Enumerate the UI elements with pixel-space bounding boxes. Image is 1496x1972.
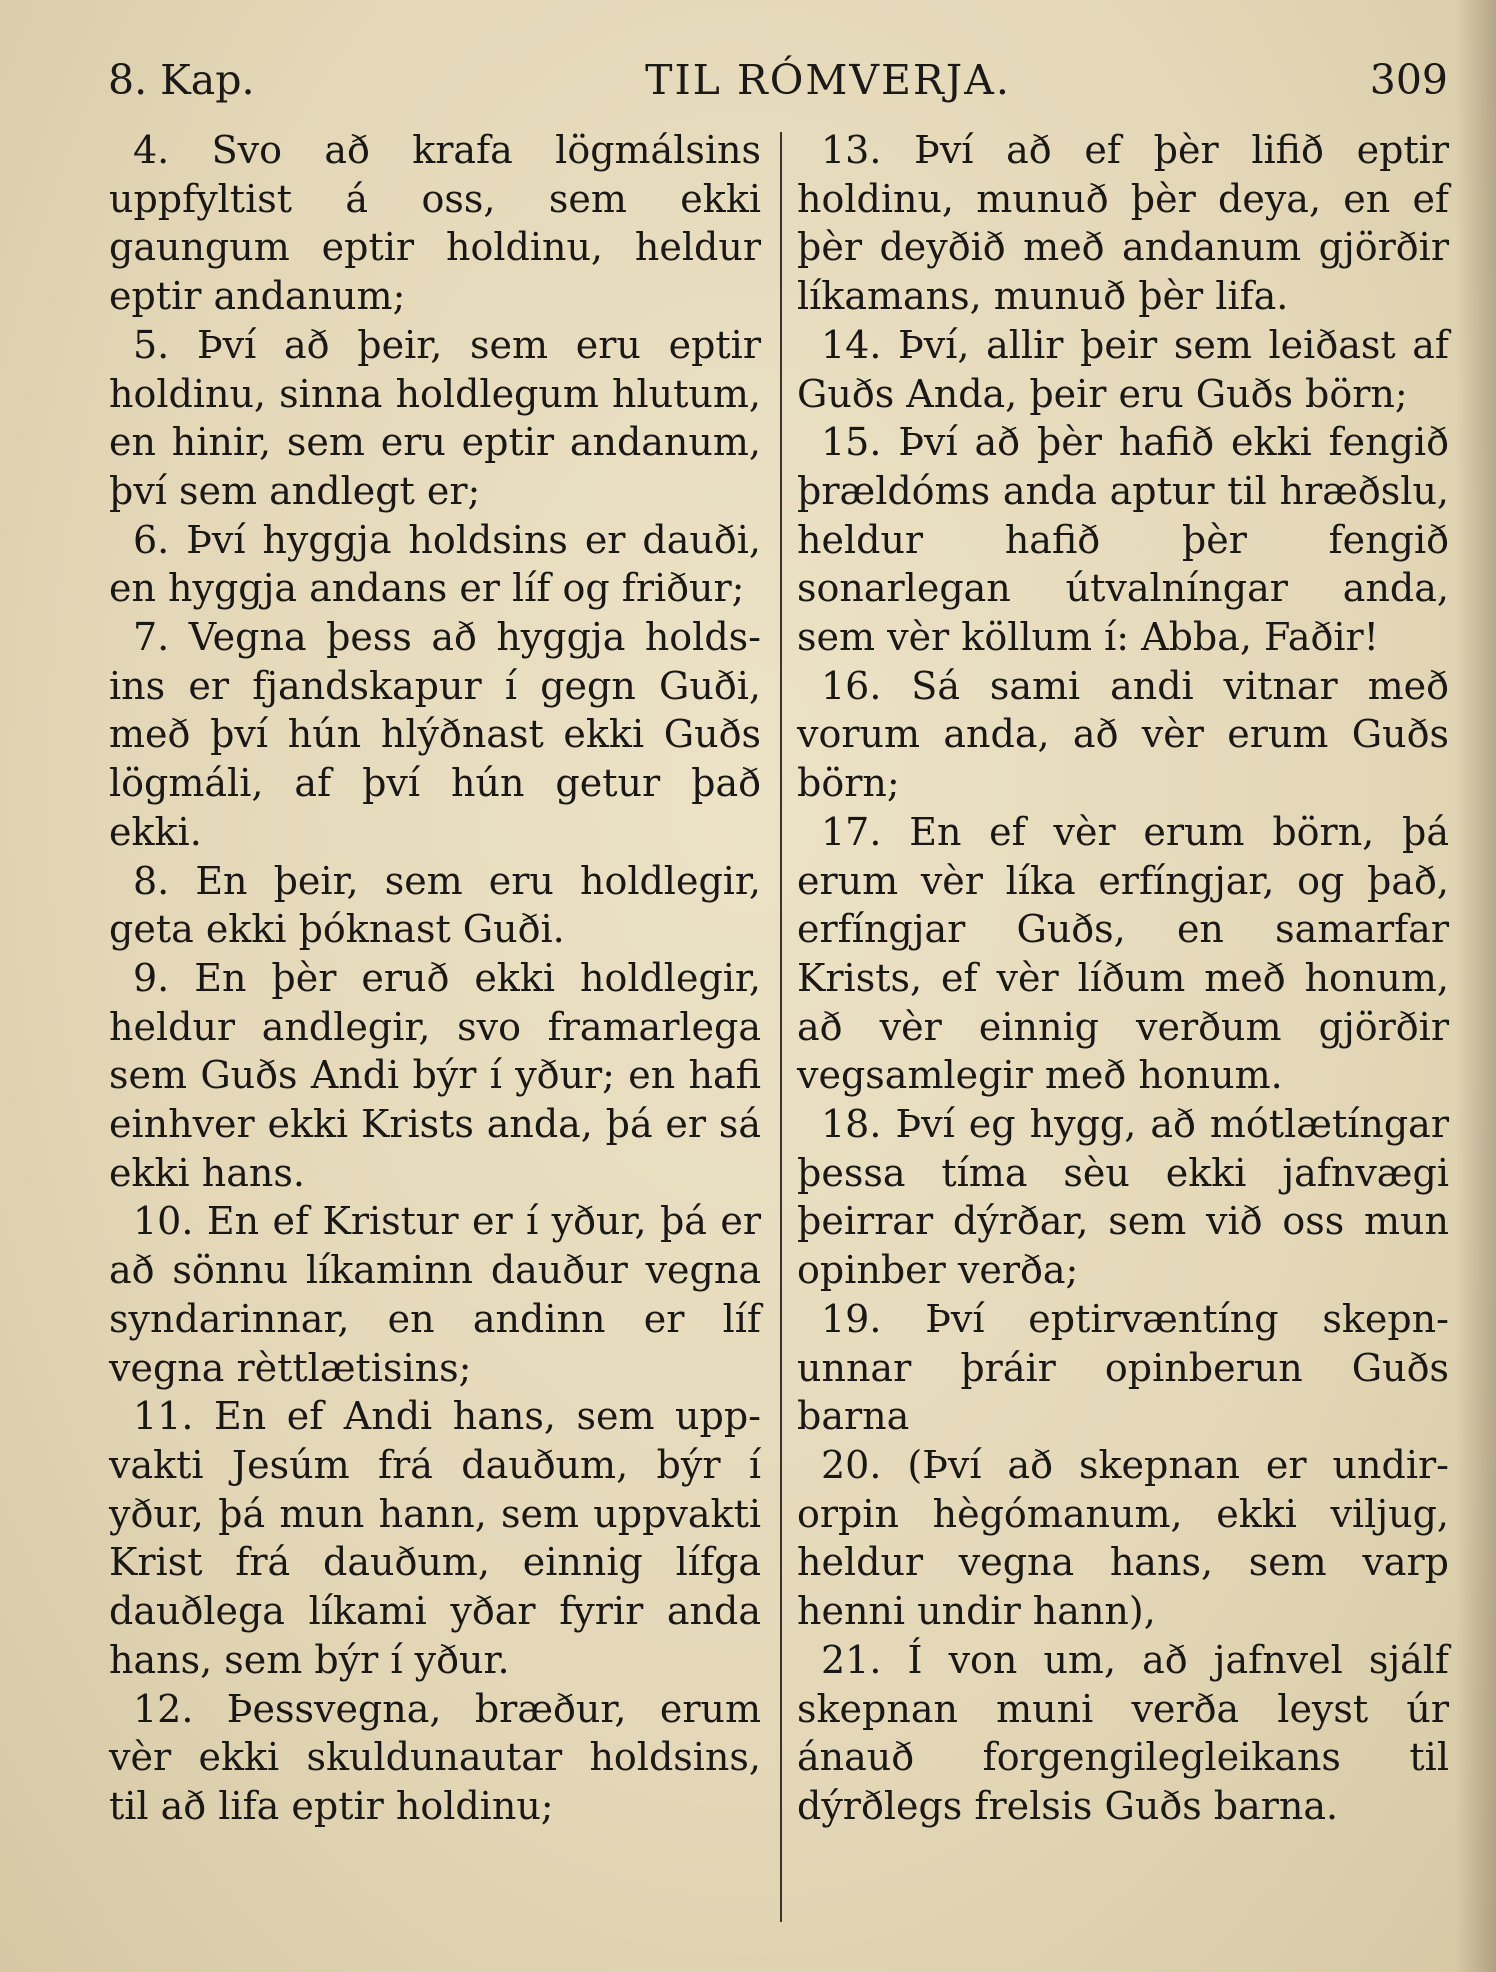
verse-9: 9. En þèr eruð ekki holdlegir, heldur andlegir, svo framarlega sem Guðs Andi býr í yður; en hafi einhver ekki Krists anda, þá er sá ekki hans. [109,955,761,1195]
verse-11: 11. En ef Andi hans, sem uppvakti Jesúm frá dauðum, býr í yður, þá mun hann, sem uppvakti Krist frá dauðum, einnig lífga dauðlega líkami yðar fyrir anda hans, sem býr í yður. [109,1394,761,1682]
verse-12: 12. Þessvegna, bræður, erum vèr ekki skuldunautar holdsins, til að lifa eptir holdinu; [109,1686,761,1828]
verse-14: 14. Því, allir þeir sem leiðast af Guðs Anda, þeir eru Guðs börn; [797,322,1449,416]
page-number: 309 [1369,56,1448,104]
page-edge-shadow [1456,0,1496,1972]
column-divider [780,132,782,1922]
verse-15: 15. Því að þèr hafið ekki fengið þrældóms anda aptur til hræðslu, heldur hafið þèr fengið sonarlegan útvalníngar anda, sem vèr köllum í: Abba, Faðir! [797,420,1449,660]
verse-7: 7. Vegna þess að hyggja holdsins er fjandskapur í gegn Guði, með því hún hlýðnast ekki Guðs lögmáli, af því hún getur það ekki. [109,615,761,854]
verse-5: 5. Því að þeir, sem eru eptir holdinu, sinna holdlegum hlutum, en hinir, sem eru eptir andanum, því sem andlegt er; [109,322,761,513]
verse-16: 16. Sá sami andi vitnar með vorum anda, að vèr erum Guðs börn; [797,663,1449,806]
verse-20: 20. (Því að skepnan er undirorpin hègómanum, ekki viljug, heldur vegna hans, sem varp henni undir hann), [797,1442,1449,1634]
verse-18: 18. Því eg hygg, að mótlætíngar þessa tíma sèu ekki jafnvægi þeirrar dýrðar, sem við oss mun opinber verða; [797,1102,1449,1293]
verse-19: 19. Því eptirvæntíng skepnunnar þráir opinberun Guðs barna [797,1296,1449,1439]
chapter-label: 8. Kap. [108,56,255,104]
verse-17: 17. En ef vèr erum börn, þá erum vèr líka erfíngjar, og það, erfíngjar Guðs, en samarfar Krists, ef vèr líðum með honum, að vèr einnig verðum gjörðir vegsamlegir með honum. [797,809,1449,1098]
book-title: TIL RÓMVERJA. [645,56,1011,104]
left-column [109,126,761,1831]
verse-4: 4. Svo að krafa lögmálsins uppfyltist á oss, sem ekki gaungum eptir holdinu, heldur eptir andanum; [109,128,761,319]
running-head [108,56,1458,116]
verse-10: 10. En ef Kristur er í yður, þá er að sönnu líkaminn dauður vegna syndarinnar, en andinn er líf vegna rèttlætisins; [109,1199,761,1390]
verse-8: 8. En þeir, sem eru holdlegir, geta ekki þóknast Guði. [109,858,761,952]
verse-6: 6. Því hyggja holdsins er dauði, en hyggja andans er líf og friður; [109,517,761,611]
verse-13: 13. Því að ef þèr lifið eptir holdinu, munuð þèr deya, en ef þèr deyðið með andanum gjörðir líkamans, munuð þèr lifa. [797,128,1449,319]
right-column [797,126,1449,1831]
verse-21: 21. Í von um, að jafnvel sjálf skepnan muni verða leyst úr ánauð forgengilegleikans til dýrðlegs frelsis Guðs barna. [797,1637,1449,1828]
